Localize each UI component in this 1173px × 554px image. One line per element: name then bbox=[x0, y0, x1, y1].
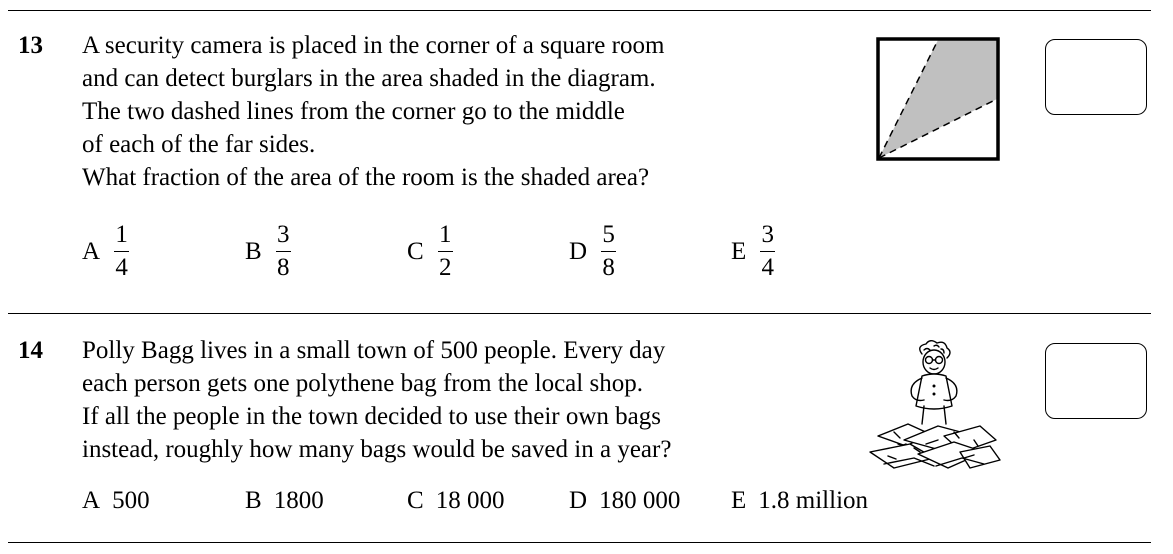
fraction-denominator: 2 bbox=[438, 254, 452, 281]
fraction-denominator: 4 bbox=[761, 254, 775, 281]
question-13-text bbox=[82, 29, 664, 194]
option-value: 1.8 million bbox=[758, 487, 869, 514]
option-value: 1800 bbox=[273, 487, 324, 514]
option-letter: C bbox=[407, 487, 424, 514]
option-b[interactable] bbox=[245, 222, 291, 281]
answer-box-13[interactable] bbox=[1045, 39, 1147, 115]
woman-with-pile-of-bags-illustration bbox=[864, 340, 1004, 472]
option-c[interactable] bbox=[407, 484, 504, 517]
option-letter: D bbox=[569, 237, 588, 265]
question-14-text bbox=[82, 334, 671, 466]
option-e[interactable] bbox=[731, 222, 775, 281]
option-letter: B bbox=[245, 487, 262, 514]
fraction-bar bbox=[276, 251, 291, 252]
fraction-numerator: 5 bbox=[602, 221, 615, 248]
option-letter: B bbox=[245, 237, 262, 265]
fraction-numerator: 1 bbox=[115, 221, 128, 248]
fraction-denominator: 4 bbox=[115, 254, 128, 281]
question-14-line: each person gets one polythene bag from the local shop. bbox=[82, 370, 643, 397]
question-13-line: and can detect burglars in the area shaded in the diagram. bbox=[82, 65, 656, 92]
question-13-number: 13 bbox=[18, 32, 43, 59]
option-value: 180 000 bbox=[599, 487, 681, 514]
fraction-bar bbox=[438, 251, 453, 252]
fraction-denominator: 8 bbox=[602, 254, 615, 281]
option-letter: A bbox=[82, 487, 101, 514]
option-value: 18 000 bbox=[435, 487, 505, 514]
question-13-line: The two dashed lines from the corner go to the middle bbox=[82, 98, 625, 125]
question-14-number: 14 bbox=[18, 337, 43, 364]
question-13-line: What fraction of the area of the room is the shaded area? bbox=[82, 164, 650, 191]
option-d[interactable] bbox=[569, 222, 616, 281]
fraction bbox=[114, 222, 129, 281]
square-room-camera-diagram bbox=[876, 37, 1000, 161]
fraction bbox=[276, 222, 291, 281]
fraction-numerator: 1 bbox=[438, 221, 452, 248]
question-14-line: If all the people in the town decided to use their own bags bbox=[82, 403, 662, 430]
shaded-detection-area bbox=[879, 40, 997, 158]
fraction-bar bbox=[760, 251, 775, 252]
question-14-line: Polly Bagg lives in a small town of 500 people. Every day bbox=[82, 337, 666, 364]
question-14-line: instead, roughly how many bags would be saved in a year? bbox=[82, 436, 672, 463]
answer-box-14[interactable] bbox=[1045, 343, 1147, 419]
question-13-line: of each of the far sides. bbox=[82, 131, 316, 158]
fraction bbox=[601, 222, 616, 281]
divider-rule bbox=[8, 313, 1151, 314]
option-letter: C bbox=[407, 237, 424, 265]
option-a[interactable] bbox=[82, 484, 150, 517]
option-a[interactable] bbox=[82, 222, 129, 281]
option-e[interactable] bbox=[731, 484, 868, 517]
top-rule bbox=[8, 10, 1151, 11]
option-c[interactable] bbox=[407, 222, 453, 281]
option-letter: A bbox=[82, 237, 101, 265]
fraction bbox=[438, 222, 453, 281]
fraction-bar bbox=[114, 251, 129, 252]
fraction-numerator: 3 bbox=[276, 221, 290, 248]
fraction-numerator: 3 bbox=[761, 221, 775, 248]
fraction-bar bbox=[601, 251, 616, 252]
bottom-rule bbox=[8, 542, 1151, 543]
option-b[interactable] bbox=[245, 484, 324, 517]
option-letter: E bbox=[731, 237, 747, 265]
option-letter: D bbox=[569, 487, 588, 514]
option-letter: E bbox=[731, 487, 747, 514]
question-13-line: A security camera is placed in the corner of a square room bbox=[82, 32, 665, 59]
fraction bbox=[760, 222, 775, 281]
option-value: 500 bbox=[112, 487, 150, 514]
option-d[interactable] bbox=[569, 484, 680, 517]
fraction-denominator: 8 bbox=[276, 254, 290, 281]
